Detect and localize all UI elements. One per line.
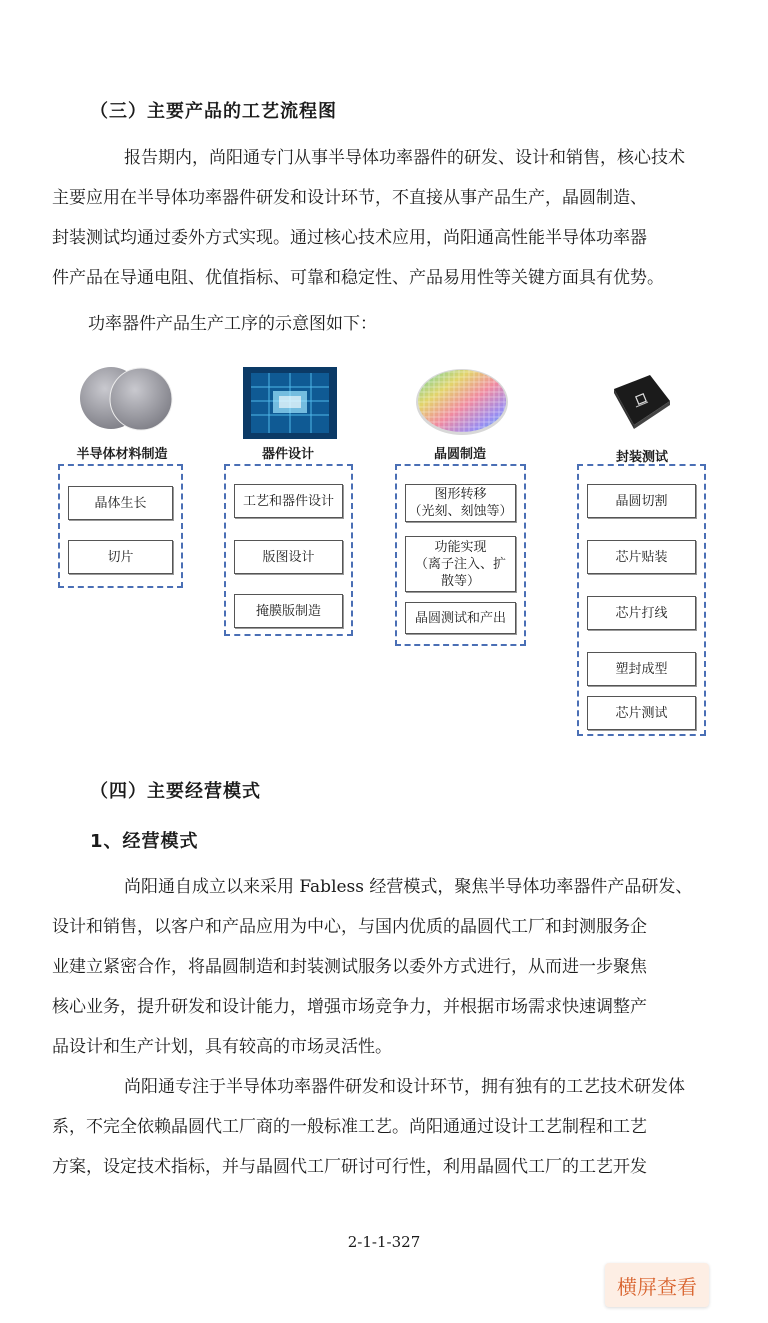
text-line: 品设计和生产计划，具有较高的市场灵活性。 <box>52 1037 392 1057</box>
process-step: 芯片测试 <box>587 696 696 730</box>
process-step: 芯片打线 <box>587 596 696 630</box>
text-line: 件产品在导通电阻、优值指标、可靠和稳定性、产品易用性等关键方面具有优势。 <box>52 268 664 288</box>
paragraph-fabless <box>52 867 720 1067</box>
text-line: 功率器件产品生产工序的示意图如下： <box>88 314 377 334</box>
text-line: 方案，设定技术指标，并与晶圆代工厂研讨可行性，利用晶圆代工厂的工艺开发 <box>52 1157 647 1177</box>
packaged-chip-icon <box>610 371 674 431</box>
stage-label: 半导体材料制造 <box>76 447 168 462</box>
chip-design-icon <box>243 367 337 439</box>
process-step: 塑封成型 <box>587 652 696 686</box>
page-number: 2-1-1-327 <box>347 1233 421 1251</box>
text-line: 核心业务，提升研发和设计能力，增强市场竞争力，并根据市场需求快速调整产 <box>52 997 647 1017</box>
text-line: 报告期内，尚阳通专门从事半导体功率器件的研发、设计和销售，核心技术 <box>124 148 685 168</box>
process-step: 工艺和器件设计 <box>234 484 343 518</box>
stage-label: 器件设计 <box>261 447 314 462</box>
process-step: 图形转移 （光刻、刻蚀等） <box>405 484 516 522</box>
text-line: 系，不完全依赖晶圆代工厂商的一般标准工艺。尚阳通通过设计工艺制程和工艺 <box>52 1117 647 1137</box>
stage-box-packaging <box>577 464 706 736</box>
text-line: 业建立紧密合作，将晶圆制造和封装测试服务以委外方式进行，从而进一步聚焦 <box>52 957 647 977</box>
text-line: 设计和销售，以客户和产品应用为中心，与国内优质的晶圆代工厂和封测服务企 <box>52 917 647 937</box>
process-step: 晶圆切割 <box>587 484 696 518</box>
landscape-view-button[interactable]: 横屏查看 <box>605 1263 709 1307</box>
stage-box-fab <box>395 464 526 646</box>
paragraph-process-tech <box>52 1067 720 1187</box>
process-step: 切片 <box>68 540 173 574</box>
process-step: 晶圆测试和产出 <box>405 602 516 634</box>
text-line: 尚阳通专注于半导体功率器件研发和设计环节，拥有独有的工艺技术研发体 <box>124 1077 685 1097</box>
paragraph-overview <box>52 138 720 298</box>
text-line: 封装测试均通过委外方式实现。通过核心技术应用，尚阳通高性能半导体功率器 <box>52 228 647 248</box>
paragraph-diagram-intro <box>52 304 720 344</box>
section-heading-business-model: （四）主要经营模式 <box>90 781 261 802</box>
text-line: 主要应用在半导体功率器件研发和设计环节，不直接从事产品生产，晶圆制造、 <box>52 188 647 208</box>
stage-box-materials <box>58 464 183 588</box>
process-step: 功能实现 （离子注入、扩 散等） <box>405 536 516 592</box>
process-step: 掩膜版制造 <box>234 594 343 628</box>
process-step: 芯片贴装 <box>587 540 696 574</box>
process-step: 版图设计 <box>234 540 343 574</box>
text-line: 尚阳通自成立以来采用 Fabless 经营模式，聚焦半导体功率器件产品研发、 <box>124 877 693 897</box>
stage-label: 晶圆制造 <box>433 447 486 462</box>
section-heading-process-flow: （三）主要产品的工艺流程图 <box>90 101 337 122</box>
subheading-operating-model: 1、经营模式 <box>90 831 199 852</box>
process-step: 晶体生长 <box>68 486 173 520</box>
patterned-wafer-icon <box>414 367 510 437</box>
stage-box-design <box>224 464 353 636</box>
silicon-wafer-icon <box>78 365 174 431</box>
stage-label: 封装测试 <box>615 450 668 465</box>
